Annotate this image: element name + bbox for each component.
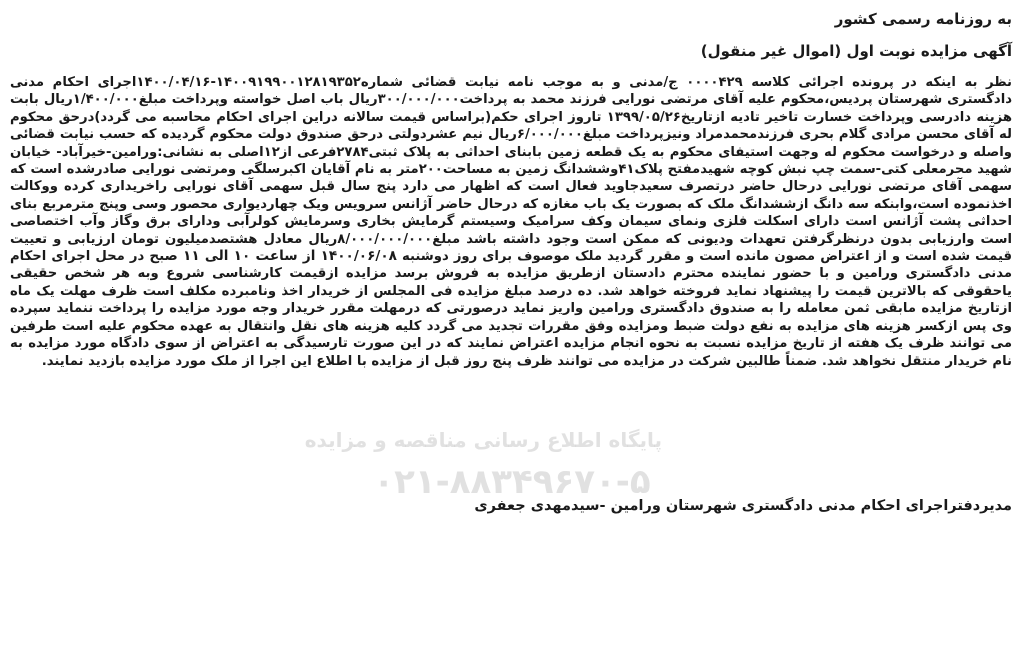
watermark-text: پایگاه اطلاع رسانی مناقصه و مزایده [304,428,662,452]
watermark-phone: ۰۲۱-۸۸۳۴۹۶۷۰-۵ [373,462,651,502]
notice-body [10,74,1012,370]
body-text-part1: نظر به اینکه در پرونده اجرائی کلاسه ۰۰۰۰۴۲۹ ج/مدنی و به موجب نامه نیابت قضائی شماره۱۴۰۰۹۱۹۹۰۰۱۲۸۱۹۳۵۲-۱۴۰۰/۰۴/۱۶اجرای احکام مدنی دادگستری شهرستان پردیس،محکوم علیه آقای مرتضی نورایی فرزند محمد به پرداخت۳۰۰/۰۰۰/۰۰۰ریال باب اصل خواسته وپرداخت مبلغ۱/۴۰۰/۰۰۰ریال بابت هزینه دادرسی وپرداخت خسارت تاخیر تادیه ازتاریخ۱۳۹۹/۰۵/۲۶ تاروز اجرای حکم(براساس قیمت سالانه دراین اجرای احکام محاسبه می گردد)درحق محکوم له آقای محسن مرادی گلام بحری فرزندمحمدمراد ونیزپرداخت مبلغ۶/۰۰۰/۰۰۰ریال نیم عشردولتی درحق صندوق دولت محکوم گردیده که حسب نیابت قضائی واصله و درخواست محکوم له وجهت استیفای محکوم به یک قطعه زمین بابنای احداثی به پلاک ثبتی۲۷۸۴فرعی از۱۲اصلی به نشانی:ورامین-خیرآباد- خیابان شهید محرمعلی کتی-سمت چپ نبش کوچه شهیدمفتح پلاک۴۱وششدانگ زمین به مساحت۲۰۰متر به نام آقایان اکبرسلگی ومرتضی نورایی صادرشده است که سهمی آقای مرتضی نورایی درحال حاضر درتصرف سعیدجاوید فعال است که اظهار می دارد پنج سال قبل سهمی آقای نورایی راخریداری کرده ووکالت اخذنموده است،وابنکه سه دانگ ازششدانگ ملک که بصورت یک باب مغازه که درحال حاضر آژانس سرویس ویک چهاردیواری محصور وسی وپنج مترمربع بنای احداثی پشت آژانس است دارای اسکلت فلزی ونمای سیمان وکف سرامیک وسیستم گرمایش بخاری وسرمایش کولرآبی ودارای برق وگاز وآب اختصاصی است وارزیابی بدون درنظرگرفتن تعهدات ودیونی که ممکن است وجود داشته باشد مبلغ۸/۰۰۰/۰۰۰/۰۰۰ریال معادل هشتصدمیلیون تومان ارزیابی و تعییت قیمت شده است و از اعتراض مصون مانده است و مقرر گردید ملک موصوف برای روز دوشنبه [10,75,1013,265]
notice-title: آگهی مزایده نوبت اول (اموال غیر منقول) [700,42,1012,60]
newspaper-heading: به روزنامه رسمی کشور [834,10,1012,28]
signature-line: مدیردفتراجرای احکام مدنی دادگستری شهرستان ورامین -سیدمهدی جعفری [474,498,1012,514]
auction-datetime: ۱۴۰۰/۰۶/۰۸ از ساعت ۱۰ الی ۱۱ صبح [149,248,397,265]
body-text-part2: در محل اجرای احکام مدنی دادگستری ورامین و با حضور نماینده محترم دادستان ازطریق مزایده به فروش برسد مزایده ازقیمت کارشناسی شروع وبه هر شخص حقیقی یاحقوقی که بالاترین قیمت را پیشنهاد نماید فروخته خواهد شد. ده درصد مبلغ مزایده فی المجلس از خریدار اخذ ونامبرده مکلف است ظرف مهلت یک ماه ازتاریخ مزایده مابقی ثمن معامله را به صندوق دادگستری ورامین واریز نماید درصورتی که درمهلت مقرر خریدار وجه مورد مزایده را پرداخت ننماید سپرده وی پس ازکسر هزینه های مزایده به نفع دولت ضبط ومزایده وفق مقررات تجدید می گردد کلیه هزینه های نقل وانتقال به عهده محکوم علیه است طرفین می توانند ظرف یک هفته از تاریخ مزایده نسبت به نحوه انجام مزایده اعتراض نمایند که در این صورت تارسیدگی به اعتراض از سوی دادگاه مورد مزایده به نام خریدار منتقل نخواهد شد. ضمناً طالبین شرکت در مزایده می توانند ظرف پنج روز قبل از مزایده با اطلاع این اجرا از ملک مورد مزایده بازدید نمایند. [10,249,1012,369]
